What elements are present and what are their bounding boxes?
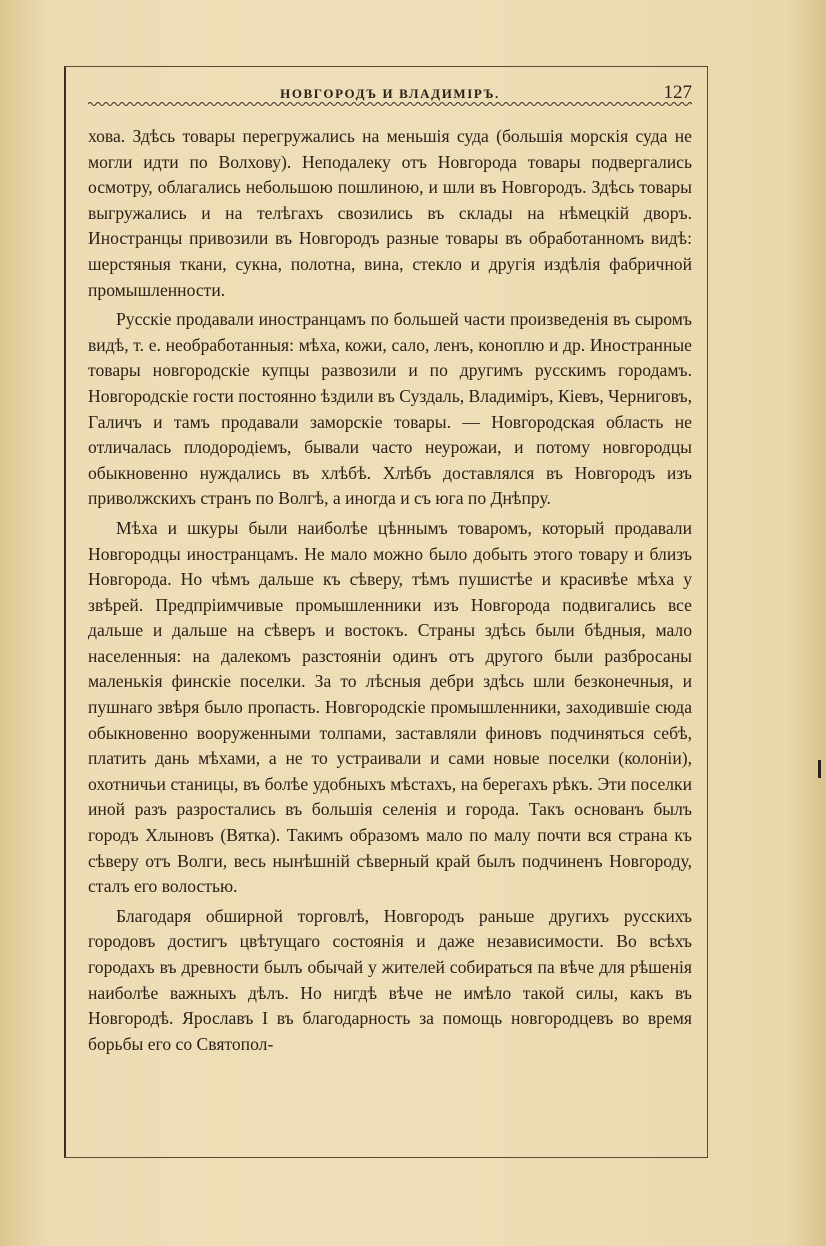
page-number: 127: [663, 82, 692, 103]
paragraph: Русскіе продавали иностранцамъ по большей части произведенія въ сыромъ видѣ, т. е. необработанныя: мѣха, кожи, сало, ленъ, коноплю и др. Иностранные товары новгородскіе купцы развозили и по другимъ русскимъ городамъ. Новгородскіе гости постоянно ѣздили въ Суздаль, Владиміръ, Кіевъ, Черниговъ, Галичъ и тамъ продавали заморскіе товары. — Новгородская область не отличалась плодородіемъ, бывали часто неурожаи, и потому новгородцы обыкновенно нуждались въ хлѣбѣ. Хлѣбъ доставлялся въ Новгородъ изъ приволжскихъ странъ по Волгѣ, а иногда и съ юга по Днѣпру.: [88, 309, 692, 509]
edge-ink-mark: [818, 760, 821, 778]
paragraph: Мѣха и шкуры были наиболѣе цѣннымъ товаромъ, который продавали Новгородцы иностранцамъ. Не мало можно было добыть этого товару и близъ Новгорода. Но чѣмъ дальше къ сѣверу, тѣмъ пушистѣе и красивѣе мѣха у звѣрей. Предпріимчивые промышленники изъ Новгорода подвигались все дальше и дальше на сѣверъ и востокъ. Страны здѣсь были бѣдныя, мало населенныя: на далекомъ разстояніи одинъ отъ другого были разбросаны маленькія финскіе поселки. За то лѣсныя дебри здѣсь шли безконечныя, и пушнаго звѣря было пропасть. Новгородскіе промышленники, заходившіе сюда обыкновенно вооруженными толпами, заставляли финовъ подчиняться себѣ, платить дань мѣхами, а не то устраивали и сами новые поселки (колоніи), охотничьи станицы, въ болѣе удобныхъ мѣстахъ, на берегахъ рѣкъ. Эти поселки иной разъ разростались въ большія селенія и города. Такъ основанъ былъ городъ Хлыновъ (Вятка). Такимъ образомъ мало по малу почти вся страна къ сѣверу отъ Волги, весь нынѣшній сѣверный край былъ подчиненъ Новгороду, сталъ его волостью.: [88, 517, 692, 897]
right-border-rule: [707, 66, 708, 1158]
body-text: [88, 124, 692, 1061]
bottom-border-rule: [64, 1157, 708, 1158]
running-head: НОВГОРОДЪ И ВЛАДИМІРЪ.: [280, 86, 500, 101]
header-wavy-rule: [88, 100, 692, 108]
top-border-rule: [64, 66, 708, 67]
paragraph: Благодаря обширной торговлѣ, Новгородъ раньше другихъ русскихъ городовъ достигъ цвѣтущаго состоянія и даже независимости. Во всѣхъ городахъ въ древности былъ обычай у жителей собираться па вѣче для рѣшенія наиболѣе важныхъ дѣлъ. Но нигдѣ вѣче не имѣло такой силы, какъ въ Новгородѣ. Ярославъ I въ благодарность за помощь новгородцевъ во время борьбы его со Святопол-: [88, 905, 692, 1054]
left-border-rule: [64, 66, 66, 1158]
paragraph: хова. Здѣсь товары перегружались на меньшія суда (большія морскія суда не могли идти по Волхову). Неподалеку отъ Новгорода товары подвергались осмотру, облагались небольшою пошлиною, и шли въ Новгородъ. Здѣсь товары выгружались и на телѣгахъ свозились въ склады на нѣмецкій дворъ. Иностранцы привозили въ Новгородъ разные товары въ обработанномъ видѣ: шерстяныя ткани, сукна, полотна, вина, стекло и другія издѣлія фабричной промышленности.: [88, 126, 692, 300]
